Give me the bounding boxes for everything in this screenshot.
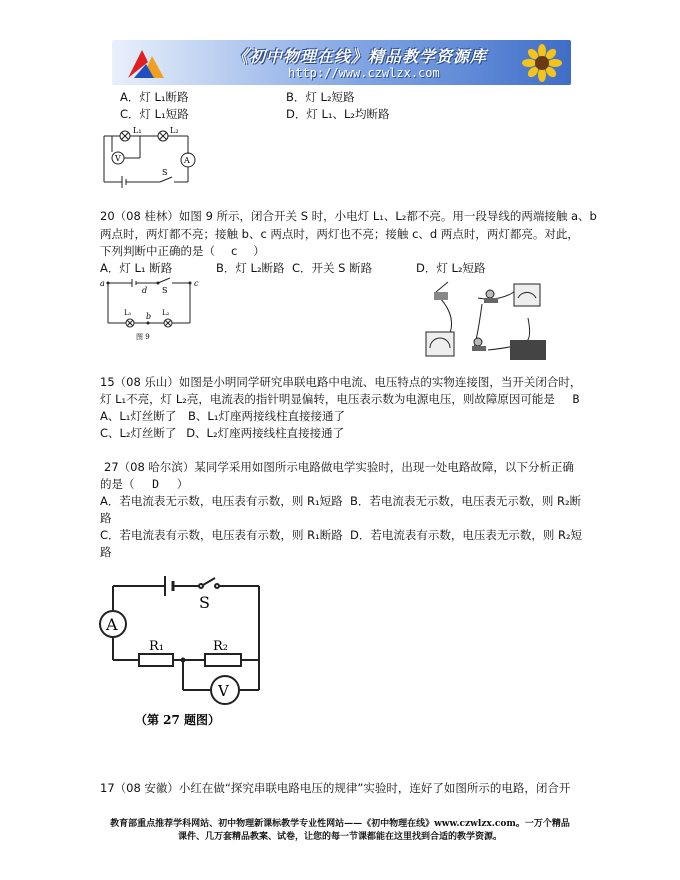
- q20-fig-d: d: [142, 286, 148, 295]
- prev-fig-a: A: [184, 156, 190, 165]
- footer-line1: 教育部重点推荐学科网站、初中物理新课标教学专业性网站——《初中物理在线》www.czwlzx.com。一万个精品: [110, 819, 570, 829]
- q27-stem: 的是（: [100, 477, 135, 491]
- banner-url[interactable]: http://www.czwlzx.com: [288, 66, 440, 80]
- q20-line1: 20（08 桂林）如图 9 所示，闭合开关 S 时，小电灯 L₁、L₂都不亮。用一段导线的两端接触 a、b: [100, 209, 597, 223]
- q20-fig-l2: L₂: [162, 309, 170, 317]
- q20-answer: c: [230, 244, 238, 258]
- q15-option-b: B、L₁灯座两接线柱直接接通了: [188, 409, 345, 423]
- q20-line3: [100, 243, 265, 259]
- prev-circuit-diagram: [100, 124, 210, 188]
- battery-icon: [510, 340, 528, 360]
- prev-option-d: D．灯 L₁、L₂均断路: [286, 107, 390, 121]
- q27-option-c: C．若电流表有示数，电压表有示数，则 R₁断路: [100, 528, 343, 542]
- q27-fig-r2: R₂: [213, 639, 228, 654]
- header-banner: [112, 40, 571, 85]
- q15-options-ab: [100, 408, 345, 424]
- q27-circuit-diagram: [95, 570, 275, 730]
- q20-option-c: C．开关 S 断路: [292, 261, 373, 275]
- q27-option-b-cont: 路: [100, 511, 112, 525]
- q27-option-d: D．若电流表有示数，电压表无示数，则 R₂短: [350, 528, 583, 542]
- q15-option-d: D、L₂灯座两接线柱直接接通了: [186, 426, 345, 440]
- prev-option-b: B．灯 L₂短路: [286, 90, 355, 104]
- q20-option-d: D．灯 L₂短路: [416, 261, 486, 275]
- switch-icon: [434, 292, 448, 300]
- q20-fig-c: c: [194, 279, 199, 288]
- q27-option-a: A．若电流表无示数，电压表有示数，则 R₁短路: [100, 494, 343, 508]
- prev-option-a: A．灯 L₁断路: [120, 90, 189, 104]
- q20-fig-s: S: [162, 286, 168, 295]
- q15-option-a: A、L₁灯丝断了: [100, 409, 177, 423]
- prev-fig-s: S: [162, 168, 168, 177]
- q27-line2: [100, 476, 188, 492]
- q27-fig-caption: （第 27 题图）: [135, 713, 221, 727]
- q27-option-d-cont: 路: [100, 545, 112, 559]
- q20-stem: 下列判断中正确的是（: [100, 244, 215, 258]
- q27-option-b: B．若电流表无示数，电压表无示数，则 R₂断: [350, 494, 582, 508]
- q15-answer: B: [572, 392, 580, 406]
- q15-line2: [100, 391, 579, 407]
- q20-circuit-diagram: [98, 275, 208, 343]
- banner-title: 《初中物理在线》精品教学资源库: [232, 47, 488, 66]
- q20-line2: 两点时，两灯都不亮；接触 b、c 两点时，两灯也不亮；接触 c、d 两点时，两灯都亮。对此，: [100, 227, 579, 241]
- bulb-l1-icon: [486, 290, 494, 298]
- q15-line1: 15（08 乐山）如图是小明同学研究串联电路中电流、电压特点的实物连接图，当开关闭合时，: [100, 375, 582, 389]
- q17-line1: 17（08 安徽）小红在做“探究串联电路电压的规律”实验时，连好了如图所示的电路，闭合开: [100, 781, 571, 795]
- prev-fig-l1: L₁: [133, 126, 142, 135]
- q15-option-c: C、L₂灯丝断了: [100, 426, 177, 440]
- q20-stem-end: ）: [253, 244, 265, 258]
- q20-option-a: A．灯 L₁ 断路: [100, 261, 173, 275]
- q15-stem: 灯 L₁不亮，灯 L₂亮，电流表的指针明显偏转，电压表示数为电源电压，则故障原因可能是: [100, 392, 555, 406]
- q15-apparatus-image: [418, 278, 554, 366]
- q27-stem-end: ）: [176, 477, 189, 491]
- q20-fig-b: b: [146, 312, 152, 321]
- site-logo-icon: [124, 44, 168, 82]
- q27-line1: 27（08 哈尔滨）某同学采用如图所示电路做电学实验时，出现一处电路故障，以下分析正确: [104, 460, 574, 474]
- q27-answer: D: [152, 477, 160, 491]
- q20-fig-caption: 图 9: [136, 333, 150, 341]
- q27-fig-voltmeter: V: [218, 682, 229, 700]
- prev-option-c: C．灯 L₁短路: [120, 107, 189, 121]
- voltmeter-icon: [514, 284, 540, 306]
- q20-option-b: B．灯 L₂断路: [216, 261, 285, 275]
- prev-fig-l2: L₂: [170, 126, 179, 135]
- q20-fig-l1: L₁: [124, 309, 132, 317]
- footer-line2: 课件、几万套精品教案、试卷，让您的每一节课都能在这里找到合适的教学资源。: [177, 832, 502, 842]
- q27-fig-ammeter: A: [106, 615, 118, 634]
- q20-fig-a: a: [100, 279, 105, 288]
- sunflower-icon: [519, 43, 565, 83]
- ammeter-icon: [426, 332, 454, 356]
- prev-fig-v: V: [115, 154, 121, 163]
- bulb-l2-icon: [474, 338, 482, 346]
- q15-options-cd: [100, 425, 344, 441]
- q27-fig-r1: R₁: [149, 639, 164, 654]
- q27-fig-switch: S: [199, 593, 210, 612]
